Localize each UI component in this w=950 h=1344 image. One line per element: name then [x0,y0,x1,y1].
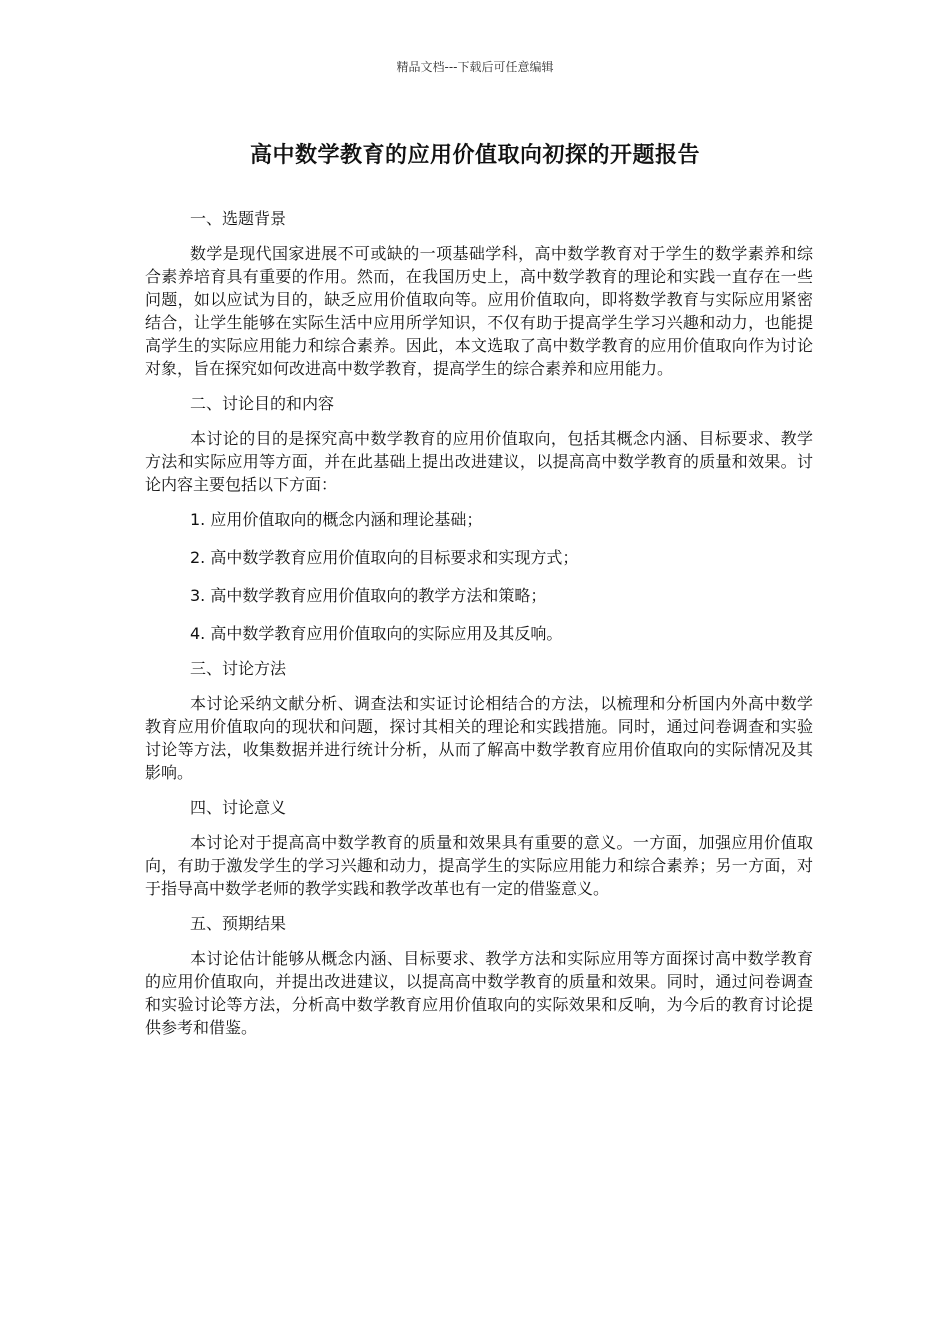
list-item: 3. 高中数学教育应用价值取向的教学方法和策略； [190,586,547,605]
paragraph-purpose: 本讨论的目的是探究高中数学教育的应用价值取向，包括其概念内涵、目标要求、教学方法和实际应用等方面，并在此基础上提出改进建议，以提高高中数学教育的质量和效果。讨论内容主要包括以下方面： [145,429,813,494]
paragraph-background: 数学是现代国家进展不可或缺的一项基础学科，高中数学教育对于学生的数学素养和综合素养培育具有重要的作用。然而，在我国历史上，高中数学教育的理论和实践一直存在一些问题，如以应试为目的，缺乏应用价值取向等。应用价值取向，即将数学教育与实际应用紧密结合，让学生能够在实际生活中应用所学知识，不仅有助于提高学生学习兴趣和动力，也能提高学生的实际应用能力和综合素养。因此，本文选取了高中数学教育的应用价值取向作为讨论对象，旨在探究如何改进高中数学教育，提高学生的综合素养和应用能力。 [145,244,813,378]
paragraph-method: 本讨论采纳文献分析、调查法和实证讨论相结合的方法，以梳理和分析国内外高中数学教育应用价值取向的现状和问题，探讨其相关的理论和实践措施。同时，通过问卷调查和实验讨论等方法，收集数据并进行统计分析，从而了解高中数学教育应用价值取向的实际情况及其影响。 [145,694,813,782]
document-title: 高中数学教育的应用价值取向初探的开题报告 [249,143,700,168]
document-body [145,207,813,1051]
header-note: 精品文档---下载后可任意编辑 [396,60,554,74]
section-heading-purpose: 二、讨论目的和内容 [190,394,335,413]
section-heading-method: 三、讨论方法 [190,659,287,678]
paragraph-significance: 本讨论对于提高高中数学教育的质量和效果具有重要的意义。一方面，加强应用价值取向，有助于激发学生的学习兴趣和动力，提高学生的实际应用能力和综合素养；另一方面，对于指导高中数学老师的教学实践和教学改革也有一定的借鉴意义。 [145,833,813,898]
paragraph-expected-results: 本讨论估计能够从概念内涵、目标要求、教学方法和实际应用等方面探讨高中数学教育的应用价值取向，并提出改进建议，以提高高中数学教育的质量和效果。同时，通过问卷调查和实验讨论等方法，分析高中数学教育应用价值取向的实际效果和反响，为今后的教育讨论提供参考和借鉴。 [145,949,813,1037]
list-item: 4. 高中数学教育应用价值取向的实际应用及其反响。 [190,624,563,643]
list-item: 2. 高中数学教育应用价值取向的目标要求和实现方式； [190,548,579,567]
section-heading-background: 一、选题背景 [190,209,287,228]
section-heading-significance: 四、讨论意义 [190,798,287,817]
list-item: 1. 应用价值取向的概念内涵和理论基础； [190,510,483,529]
section-heading-expected-results: 五、预期结果 [190,914,287,933]
